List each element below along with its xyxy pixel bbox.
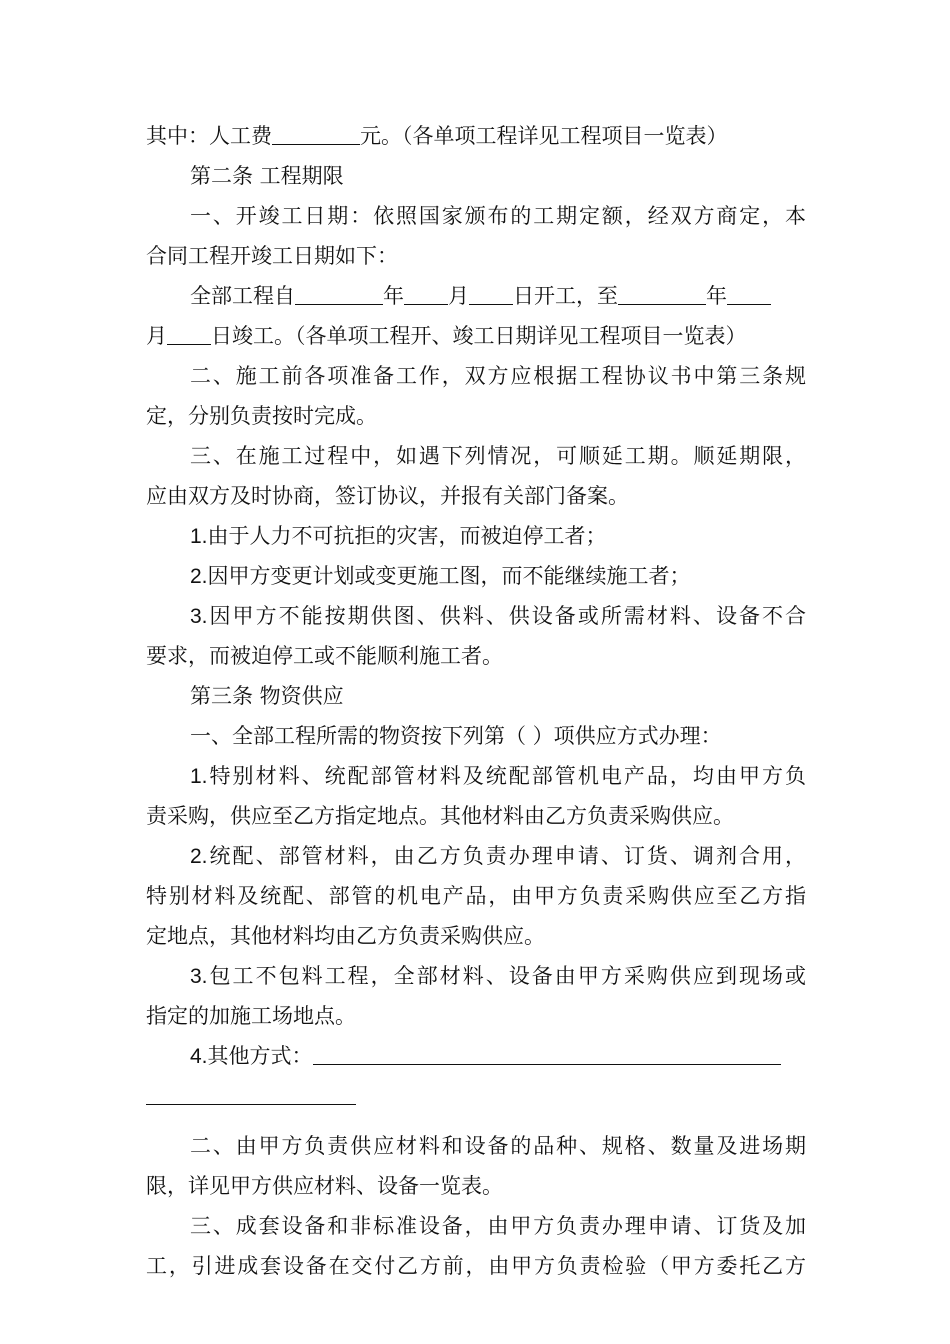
text: 月 xyxy=(448,284,469,308)
text: 年 xyxy=(383,284,404,308)
list-number: 1. xyxy=(190,525,208,548)
text-line xyxy=(146,1166,806,1206)
text-line xyxy=(146,876,806,916)
heading-text: 第二条 工程期限 xyxy=(190,164,344,188)
fill-blank xyxy=(404,282,448,305)
text-line xyxy=(146,276,806,316)
document-page xyxy=(146,116,806,1286)
text: 三、在施工过程中，如遇下列情况，可顺延工期。顺延期限， xyxy=(190,444,806,468)
text: 定，分别负责按时完成。 xyxy=(146,404,377,428)
text-line xyxy=(146,1246,806,1286)
text: 责采购，供应至乙方指定地点。其他材料由乙方负责采购供应。 xyxy=(146,804,734,828)
text: 定地点，其他材料均由乙方负责采购供应。 xyxy=(146,924,545,948)
heading-text: 第三条 物资供应 xyxy=(190,684,344,708)
text: 合同工程开竣工日期如下： xyxy=(146,244,398,268)
text: 统配、部管材料，由乙方负责办理申请、订货、调剂合用， xyxy=(207,844,806,868)
text-line xyxy=(146,716,806,756)
text: 月 xyxy=(146,324,167,348)
text: 全部工程自 xyxy=(190,284,295,308)
text: 其中：人工费 xyxy=(146,124,272,148)
list-item xyxy=(146,516,806,556)
fill-blank xyxy=(272,122,360,145)
fill-blank xyxy=(618,282,706,305)
text: 三、成套设备和非标准设备，由甲方负责办理申请、订货及加 xyxy=(190,1214,806,1238)
text-line xyxy=(146,436,806,476)
text-line xyxy=(146,116,806,156)
text: 年 xyxy=(706,284,727,308)
text-line xyxy=(146,796,806,836)
text: 限，详见甲方供应材料、设备一览表。 xyxy=(146,1174,503,1198)
text: 一、全部工程所需的物资按下列第（ ）项供应方式办理： xyxy=(190,724,722,748)
text: 要求，而被迫停工或不能顺利施工者。 xyxy=(146,644,503,668)
section-heading xyxy=(146,676,806,716)
fill-blank xyxy=(727,282,771,305)
list-item xyxy=(146,756,806,796)
fill-blank xyxy=(313,1042,781,1065)
text-line xyxy=(146,1206,806,1246)
text: 因甲方变更计划或变更施工图，而不能继续施工者； xyxy=(207,564,691,588)
list-number: 1. xyxy=(190,765,208,788)
list-number: 2. xyxy=(190,845,208,868)
text: 指定的加施工场地点。 xyxy=(146,1004,356,1028)
text: 工，引进成套设备在交付乙方前，由甲方负责检验（甲方委托乙方 xyxy=(146,1254,806,1278)
list-number: 2. xyxy=(190,565,208,588)
list-item xyxy=(146,1036,806,1076)
text-line xyxy=(146,1126,806,1166)
text: 二、施工前各项准备工作，双方应根据工程协议书中第三条规 xyxy=(190,364,806,388)
text: 由于人力不可抗拒的灾害，而被迫停工者； xyxy=(207,524,607,548)
section-heading xyxy=(146,156,806,196)
list-number: 3. xyxy=(190,965,208,988)
text-line xyxy=(146,476,806,516)
text: 日开工，至 xyxy=(513,284,618,308)
text: 二、由甲方负责供应材料和设备的品种、规格、数量及进场期 xyxy=(190,1134,806,1158)
list-item xyxy=(146,556,806,596)
list-item xyxy=(146,596,806,636)
fill-blank xyxy=(167,322,211,345)
text-line xyxy=(146,356,806,396)
text: 包工不包料工程，全部材料、设备由甲方采购供应到现场或 xyxy=(207,964,806,988)
text: 日竣工。（各单项工程开、竣工日期详见工程项目一览表） xyxy=(211,324,747,348)
list-item xyxy=(146,836,806,876)
text: 特别材料及统配、部管的机电产品，由甲方负责采购供应至乙方指 xyxy=(146,884,806,908)
text-line xyxy=(146,636,806,676)
text-line xyxy=(146,196,806,236)
fill-blank xyxy=(469,282,513,305)
text: 应由双方及时协商，签订协议，并报有关部门备案。 xyxy=(146,484,629,508)
fill-blank xyxy=(295,282,383,305)
fill-blank xyxy=(146,1082,356,1105)
paragraph-gap xyxy=(146,1116,806,1126)
text-line xyxy=(146,996,806,1036)
text-line xyxy=(146,1076,806,1116)
list-item xyxy=(146,956,806,996)
text-line xyxy=(146,236,806,276)
text-line xyxy=(146,396,806,436)
text: 一、开竣工日期：依照国家颁布的工期定额，经双方商定，本 xyxy=(190,204,806,228)
text: 元。（各单项工程详见工程项目一览表） xyxy=(360,124,728,148)
text: 其他方式： xyxy=(207,1044,313,1068)
text: 因甲方不能按期供图、供料、供设备或所需材料、设备不合 xyxy=(207,604,806,628)
list-number: 3. xyxy=(190,605,208,628)
list-number: 4. xyxy=(190,1045,208,1068)
text: 特别材料、统配部管材料及统配部管机电产品，均由甲方负 xyxy=(207,764,806,788)
text-line xyxy=(146,316,806,356)
text-line xyxy=(146,916,806,956)
